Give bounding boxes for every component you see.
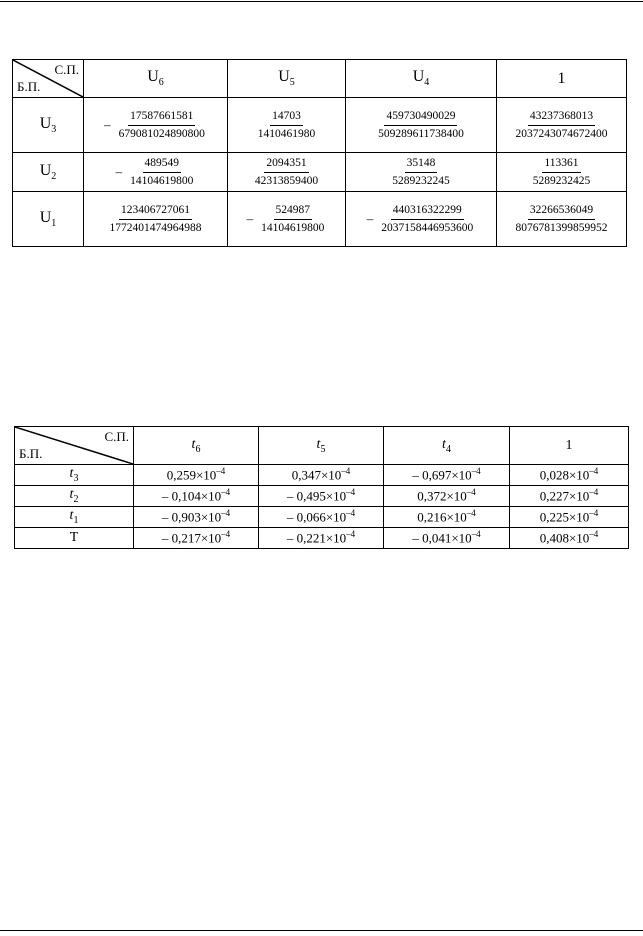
fraction-cell: $\frac{43237368013}{2037243074672400}$ (497, 98, 627, 153)
corner-top-label: С.П. (54, 62, 79, 77)
bottom-rule (0, 930, 643, 931)
corner-bottom-label: Б.П. (19, 446, 43, 461)
value-cell: $0,259\times 10^{-4}$ (134, 465, 259, 486)
column-header: 1 (497, 60, 627, 98)
value-cell: – $0,066\times 10^{-4}$ (259, 507, 384, 528)
value-cell: $0,347\times 10^{-4}$ (259, 465, 384, 486)
row-label: $U_3$ (13, 98, 84, 153)
fraction-cell: – $\frac{524987}{14104619800}$ (228, 192, 346, 247)
fraction-cell: $\frac{459730490029}{509289611738400}$ (346, 98, 497, 153)
value-cell: – $0,104\times 10^{-4}$ (134, 486, 259, 507)
fraction-cell: $\frac{123406727061}{1772401474964988}$ (84, 192, 228, 247)
value-cell: – $0,221\times 10^{-4}$ (259, 528, 384, 549)
value-cell: $0,227\times 10^{-4}$ (510, 486, 629, 507)
fraction-cell: $\frac{14703}{1410461980}$ (228, 98, 346, 153)
table-row (15, 486, 629, 507)
table-row (13, 153, 627, 192)
fraction-cell: – $\frac{440316322299}{2037158446953600}$ (346, 192, 497, 247)
corner-cell (13, 60, 84, 98)
simplex-table-decimals (14, 426, 629, 549)
column-header: $t_5$ (259, 427, 384, 465)
value-cell: – $0,495\times 10^{-4}$ (259, 486, 384, 507)
value-cell: – $0,041\times 10^{-4}$ (384, 528, 510, 549)
top-rule (0, 1, 643, 2)
row-label: $U_2$ (13, 153, 84, 192)
corner-top-label: С.П. (104, 429, 129, 444)
simplex-table-fractions (12, 59, 627, 247)
value-cell: $0,216\times 10^{-4}$ (384, 507, 510, 528)
table-row (15, 465, 629, 486)
value-cell: – $0,903\times 10^{-4}$ (134, 507, 259, 528)
row-label: $U_1$ (13, 192, 84, 247)
column-header: $U_4$ (346, 60, 497, 98)
corner-bottom-label: Б.П. (17, 79, 41, 94)
corner-cell (15, 427, 134, 465)
column-header: $t_6$ (134, 427, 259, 465)
value-cell: $0,408\times 10^{-4}$ (510, 528, 629, 549)
value-cell: – $0,217\times 10^{-4}$ (134, 528, 259, 549)
table-row (15, 528, 629, 549)
fraction-cell: – $\frac{489549}{14104619800}$ (84, 153, 228, 192)
column-header: $t_4$ (384, 427, 510, 465)
value-cell: $0,028\times 10^{-4}$ (510, 465, 629, 486)
row-label: $t_3$ (15, 465, 134, 486)
fraction-cell: $\frac{32266536049}{8076781399859952}$ (497, 192, 627, 247)
column-header: 1 (510, 427, 629, 465)
table-row (13, 98, 627, 153)
column-header: $U_5$ (228, 60, 346, 98)
table-header-row (15, 427, 629, 465)
value-cell: $0,372\times 10^{-4}$ (384, 486, 510, 507)
fraction-cell: $\frac{35148}{5289232245}$ (346, 153, 497, 192)
table-header-row (13, 60, 627, 98)
value-cell: – $0,697\times 10^{-4}$ (384, 465, 510, 486)
value-cell: $0,225\times 10^{-4}$ (510, 507, 629, 528)
table-row (13, 192, 627, 247)
row-label: $t_1$ (15, 507, 134, 528)
table-row (15, 507, 629, 528)
row-label: T (15, 528, 134, 549)
row-label: $t_2$ (15, 486, 134, 507)
fraction-cell: $\frac{113361}{5289232425}$ (497, 153, 627, 192)
fraction-cell: $\frac{2094351}{42313859400}$ (228, 153, 346, 192)
column-header: $U_6$ (84, 60, 228, 98)
fraction-cell: – $\frac{17587661581}{679081024890800}$ (84, 98, 228, 153)
